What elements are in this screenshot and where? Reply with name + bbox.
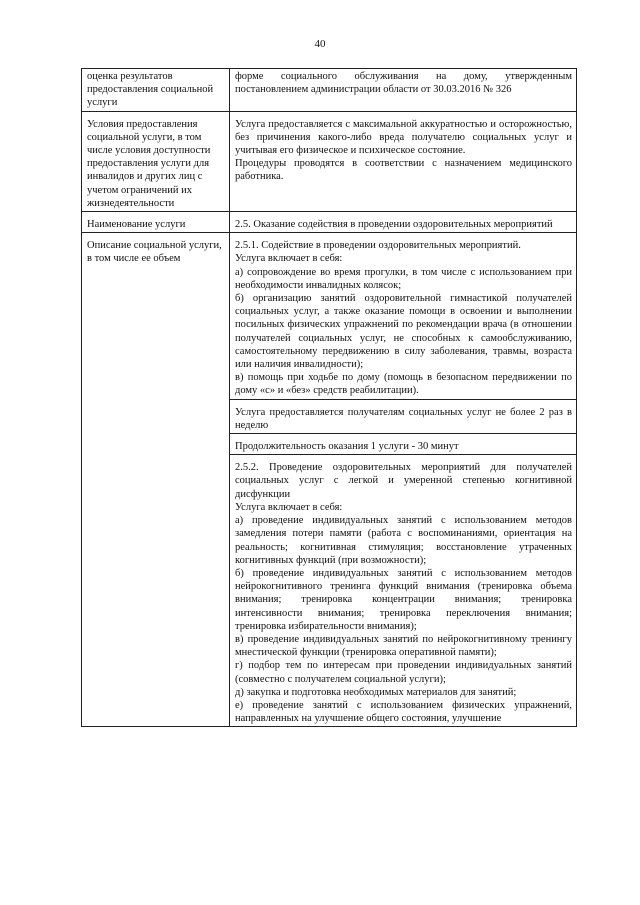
paragraph: Услуга предоставляется получателям социальных услуг не более 2 раз в неделю: [235, 406, 572, 431]
paragraph: б) проведение индивидуальных занятий с использованием методов нейрокогнитивного тренинга функций внимания (тренировка объема внимания; тренировка концентрации внимания; тренировка интенсивности внимания; тренировка переключения внимания; тренировка избирательности внимания);: [235, 567, 572, 632]
table-row: [82, 69, 577, 112]
paragraph: в) помощь при ходьбе по дому (помощь в безопасном передвижении по дому «с» и «без» средств реабилитации).: [235, 372, 572, 397]
row-content: [230, 233, 577, 399]
page-number: 40: [314, 38, 326, 50]
row-content: [230, 111, 577, 211]
paragraph: форме социального обслуживания на дому, утвержденным постановлением администрации области от 30.03.2016 № 326: [235, 71, 572, 96]
table-row: [82, 212, 577, 233]
paragraph: Услуга включает в себя:: [235, 501, 343, 513]
paragraph: г) подбор тем по интересам при проведении индивидуальных занятий (совместно с получателем социальной услуги);: [235, 660, 572, 685]
paragraph: 2.5.2. Проведение оздоровительных мероприятий для получателей социальных услуг с легкой и умеренной степенью когнитивной дисфункции: [235, 462, 572, 500]
paragraph: 2.5.1. Содействие в проведении оздоровительных мероприятий.: [235, 240, 521, 252]
paragraph: в) проведение индивидуальных занятий по нейрокогнитивному тренингу мнестической функции (тренировка оперативной памяти);: [235, 633, 572, 659]
row-label: Наименование услуги: [82, 212, 230, 233]
paragraph: е) проведение занятий с использованием физических упражнений, направленных на улучшение общего состояния, улучшение: [235, 699, 572, 725]
row-content: [230, 455, 577, 727]
row-label: Описание социальной услуги, в том числе ее объем: [82, 233, 230, 727]
paragraph: б) организацию занятий оздоровительной гимнастикой получателей социальных услуг, а также оказание помощи в освоении и выполнении посильных физических упражнений по рекомендации врача (в отношении получателей социальных услуг, не способных к самообслуживанию, самостоятельному передвижению в силу заболевания, травмы, возраста или наличия инвалидности);: [235, 293, 572, 371]
services-table: [81, 68, 577, 727]
table-row: [82, 111, 577, 211]
paragraph: Услуга включает в себя:: [235, 253, 343, 265]
row-content: [230, 212, 577, 233]
paragraph: Услуга предоставляется с максимальной аккуратностью и осторожностью, без причинения какого-либо вреда получателю социальных услуг и учитывая его физическое и психическое состояние.: [235, 118, 572, 157]
row-content: [230, 399, 577, 433]
paragraph: 2.5. Оказание содействия в проведении оздоровительных мероприятий: [235, 219, 553, 231]
paragraph: а) сопровождение во время прогулки, в том числе с использованием при необходимости инвалидных колясок;: [235, 266, 572, 291]
paragraph: д) закупка и подготовка необходимых материалов для занятий;: [235, 686, 517, 698]
paragraph: а) проведение индивидуальных занятий с использованием методов замедления потери памяти (работа с воспоминаниями, ориентация на реальность; когнитивная стимуляция; восстановление утраченных когнитивных функций (при возможности);: [235, 515, 572, 566]
row-label: оценка результатов предоставления социальной услуги: [82, 69, 230, 112]
row-content: [230, 69, 577, 112]
row-label: Условия предоставления социальной услуги, в том числе условия доступности предоставления услуги для инвалидов и других лиц с учетом ограничений их жизнедеятельности: [82, 111, 230, 211]
paragraph: Продолжительность оказания 1 услуги - 30 минут: [235, 441, 459, 453]
table-row: [82, 233, 577, 399]
paragraph: Процедуры проводятся в соответствии с назначением медицинского работника.: [235, 158, 572, 183]
row-content: [230, 434, 577, 455]
